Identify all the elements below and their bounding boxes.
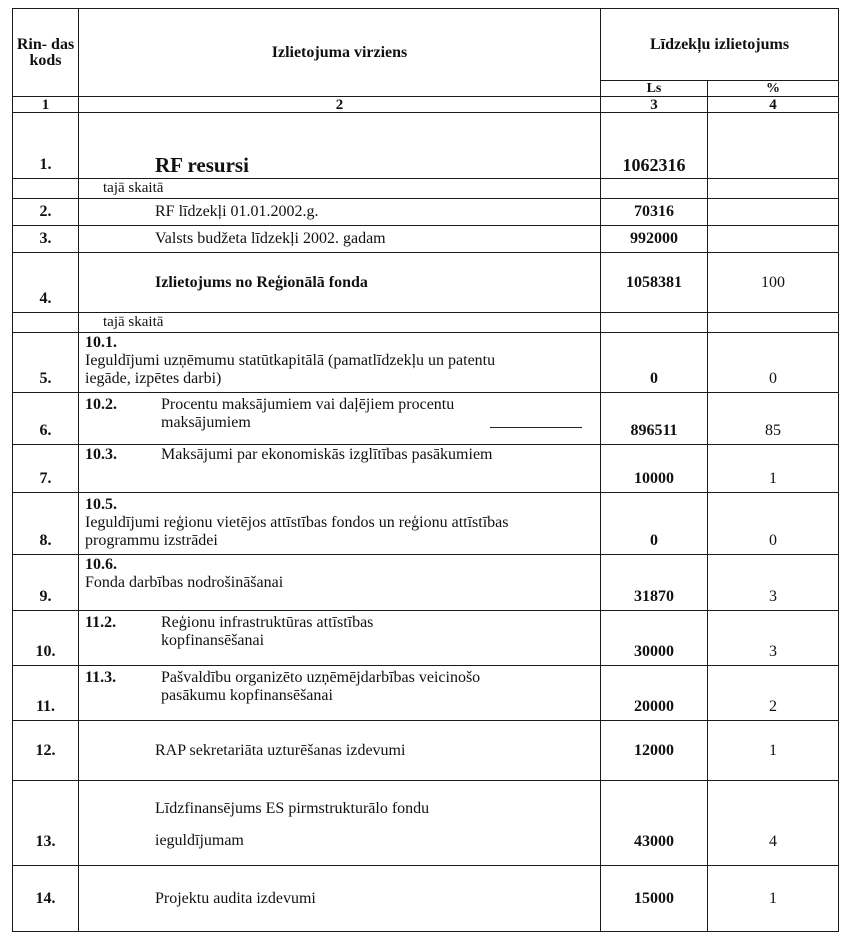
handwritten-underline xyxy=(490,427,582,428)
table-row xyxy=(13,493,839,555)
row-percent: 1 xyxy=(708,445,839,493)
row-description: Maksājumi par ekonomiskās izglītības pasākumiem xyxy=(161,446,493,463)
row-subcode: 11.3. xyxy=(85,669,117,686)
row-code xyxy=(13,313,79,333)
table-row xyxy=(13,226,839,253)
row-amount-ls: 992000 xyxy=(601,226,708,253)
row-code: 2. xyxy=(13,199,79,226)
row-code: 7. xyxy=(13,445,79,493)
funds-usage-table xyxy=(12,8,839,932)
row-code: 13. xyxy=(13,781,79,866)
row-percent: 1 xyxy=(708,721,839,781)
colnum-1: 1 xyxy=(13,97,79,113)
row-description-cell xyxy=(79,445,601,493)
table-row xyxy=(13,781,839,866)
row-description: tajā skaitā xyxy=(79,313,601,333)
row-code: 14. xyxy=(13,866,79,932)
row-percent: 1 xyxy=(708,866,839,932)
table-row xyxy=(13,179,839,199)
row-description-cell xyxy=(79,333,601,393)
row-description: Valsts budžeta līdzekļi 2002. gadam xyxy=(79,226,601,253)
row-description: Reģionu infrastruktūras attīstības kopfinansēšanai xyxy=(161,614,374,649)
row-description-cell xyxy=(79,393,601,445)
row-code: 10. xyxy=(13,611,79,666)
row-amount-ls: 30000 xyxy=(601,611,708,666)
row-percent: 4 xyxy=(708,781,839,866)
row-percent: 3 xyxy=(708,555,839,611)
row-description: Izlietojums no Reģionālā fonda xyxy=(79,253,601,313)
row-code: 5. xyxy=(13,333,79,393)
row-percent: 85 xyxy=(708,393,839,445)
row-amount-ls: 31870 xyxy=(601,555,708,611)
header-unit-pct: % xyxy=(708,81,839,97)
row-percent: 0 xyxy=(708,333,839,393)
row-description: Fonda darbības nodrošināšanai xyxy=(85,574,284,591)
row-amount-ls xyxy=(601,313,708,333)
colnum-2: 2 xyxy=(79,97,601,113)
row-subcode: 10.2. xyxy=(85,396,117,413)
row-subcode: 10.5. xyxy=(85,496,117,513)
row-description: Līdzfinansējums ES pirmstrukturālo fondu ieguldījumam xyxy=(79,781,601,866)
header-row-code: Rin- das kods xyxy=(13,9,79,97)
row-description: Pašvaldību organizēto uzņēmējdarbības veicinošo pasākumu kopfinansēšanai xyxy=(161,669,481,704)
row-code: 3. xyxy=(13,226,79,253)
row-percent xyxy=(708,226,839,253)
row-amount-ls: 1062316 xyxy=(601,113,708,179)
row-code: 4. xyxy=(13,253,79,313)
row-percent: 100 xyxy=(708,253,839,313)
colnum-4: 4 xyxy=(708,97,839,113)
row-amount-ls: 0 xyxy=(601,333,708,393)
table-row xyxy=(13,113,839,179)
table-row xyxy=(13,199,839,226)
row-percent xyxy=(708,179,839,199)
row-description-cell xyxy=(79,611,601,666)
table-row xyxy=(13,555,839,611)
row-description: Ieguldījumi uzņēmumu statūtkapitālā (pamatlīdzekļu un patentu iegāde, izpētes darbi) xyxy=(85,352,496,387)
table-row xyxy=(13,393,839,445)
table-row xyxy=(13,866,839,932)
colnum-3: 3 xyxy=(601,97,708,113)
table-row xyxy=(13,253,839,313)
header-direction: Izlietojuma virziens xyxy=(79,9,601,97)
row-amount-ls: 10000 xyxy=(601,445,708,493)
row-amount-ls: 0 xyxy=(601,493,708,555)
row-percent: 2 xyxy=(708,666,839,721)
row-percent xyxy=(708,113,839,179)
row-percent xyxy=(708,313,839,333)
row-subcode: 10.3. xyxy=(85,446,117,463)
row-description: RF resursi xyxy=(79,113,601,179)
row-code: 9. xyxy=(13,555,79,611)
row-description-cell xyxy=(79,493,601,555)
table-row xyxy=(13,721,839,781)
row-amount-ls: 43000 xyxy=(601,781,708,866)
row-subcode: 10.1. xyxy=(85,334,117,351)
row-amount-ls: 15000 xyxy=(601,866,708,932)
table-row xyxy=(13,313,839,333)
row-amount-ls: 1058381 xyxy=(601,253,708,313)
row-code: 8. xyxy=(13,493,79,555)
row-percent: 3 xyxy=(708,611,839,666)
row-description: tajā skaitā xyxy=(79,179,601,199)
row-percent xyxy=(708,199,839,226)
row-subcode: 11.2. xyxy=(85,614,117,631)
row-code: 12. xyxy=(13,721,79,781)
row-subcode: 10.6. xyxy=(85,556,117,573)
table-row xyxy=(13,445,839,493)
table-row xyxy=(13,666,839,721)
table-row xyxy=(13,333,839,393)
header-unit-ls: Ls xyxy=(601,81,708,97)
row-description: Procentu maksājumiem vai daļējiem procentu maksājumiem xyxy=(161,396,455,431)
row-amount-ls: 20000 xyxy=(601,666,708,721)
row-amount-ls: 896511 xyxy=(601,393,708,445)
row-percent: 0 xyxy=(708,493,839,555)
table-row xyxy=(13,611,839,666)
row-code: 11. xyxy=(13,666,79,721)
row-description: RAP sekretariāta uzturēšanas izdevumi xyxy=(79,721,601,781)
row-description: RF līdzekļi 01.01.2002.g. xyxy=(79,199,601,226)
row-amount-ls: 70316 xyxy=(601,199,708,226)
row-amount-ls xyxy=(601,179,708,199)
row-description: Projektu audita izdevumi xyxy=(79,866,601,932)
row-code xyxy=(13,179,79,199)
row-code: 6. xyxy=(13,393,79,445)
row-description-cell xyxy=(79,666,601,721)
row-amount-ls: 12000 xyxy=(601,721,708,781)
header-funds-usage: Līdzekļu izlietojums xyxy=(601,9,839,81)
row-code: 1. xyxy=(13,113,79,179)
row-description: Ieguldījumi reģionu vietējos attīstības fondos un reģionu attīstības programmu izstrādei xyxy=(85,514,509,549)
row-description-cell xyxy=(79,555,601,611)
